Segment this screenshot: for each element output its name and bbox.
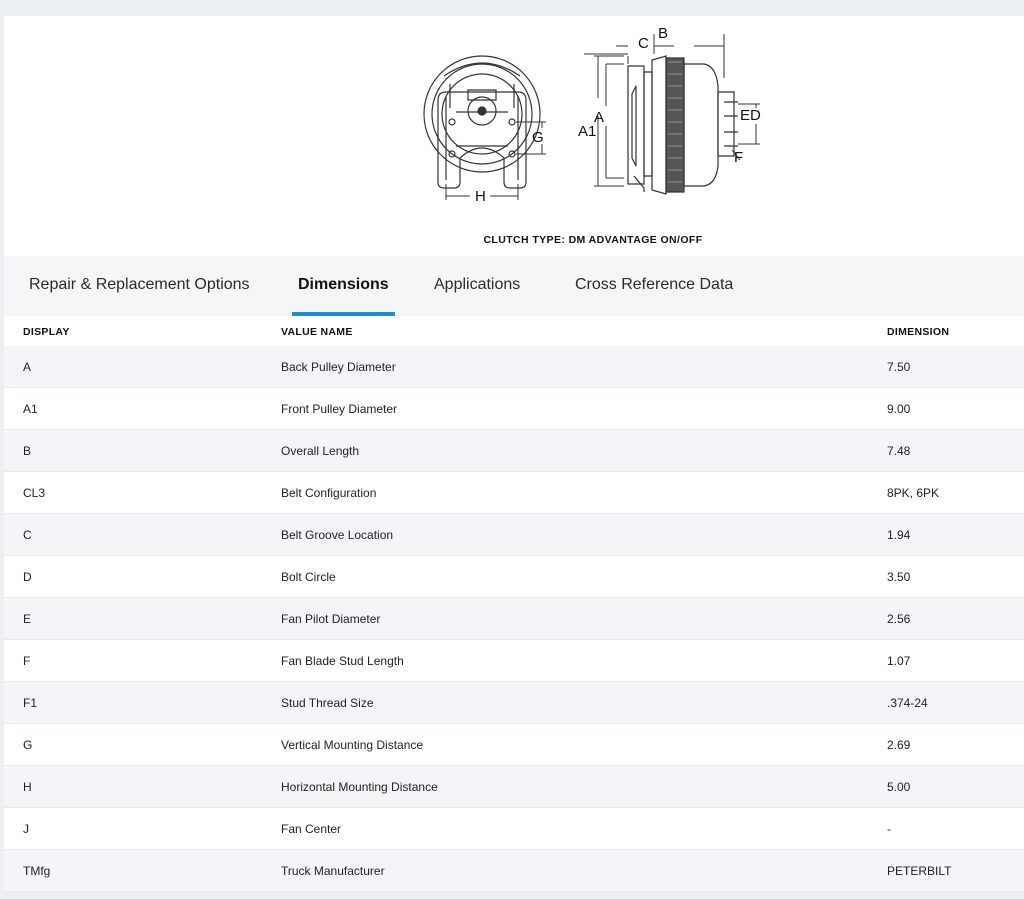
label-g: G [532,129,544,146]
header-value-name: VALUE NAME [281,326,353,338]
label-d: D [750,107,761,124]
label-b: B [658,25,669,42]
table-row [4,766,1024,808]
cell-dimension: 3.50 [887,570,911,584]
table-row [4,682,1024,724]
cell-value-name: Vertical Mounting Distance [281,738,424,752]
side-view-drawing [628,56,738,194]
cell-value-name: Back Pulley Diameter [281,360,396,374]
cell-value-name: Truck Manufacturer [281,864,385,878]
cell-display: H [23,780,32,794]
cell-dimension: PETERBILT [887,864,952,878]
header-display: DISPLAY [23,326,70,338]
table-row [4,598,1024,640]
tab-bar [4,256,1024,316]
cell-dimension: 7.48 [887,444,911,458]
table-row [4,556,1024,598]
dimensions-table-header [4,316,1024,346]
cell-display: CL3 [23,486,46,500]
table-row [4,640,1024,682]
cell-display: J [23,822,29,836]
cell-value-name: Belt Configuration [281,486,377,500]
tab-cross-reference-data[interactable]: Cross Reference Data [575,276,734,293]
tab-dimensions[interactable]: Dimensions [298,256,389,316]
table-row [4,346,1024,388]
table-row [4,724,1024,766]
cell-value-name: Front Pulley Diameter [281,402,398,416]
cell-dimension: 7.50 [887,360,911,374]
product-diagram-card [4,16,1024,256]
label-e: E [740,107,751,124]
cell-display: A [23,360,32,374]
cell-value-name: Belt Groove Location [281,528,394,542]
cell-dimension: 5.00 [887,780,911,794]
tab-repair-replacement-options[interactable]: Repair & Replacement Options [29,276,250,293]
cell-display: B [23,444,32,458]
cell-dimension: .374-24 [887,696,928,710]
cell-display: C [23,528,32,542]
cell-display: A1 [23,402,38,416]
cell-dimension: - [887,822,891,836]
cell-value-name: Stud Thread Size [281,696,374,710]
fan-clutch-diagram [4,16,1024,230]
label-c: C [638,35,649,52]
table-row [4,388,1024,430]
table-row [4,472,1024,514]
cell-display: D [23,570,32,584]
table-row [4,514,1024,556]
label-a: A [594,109,605,126]
cell-value-name: Fan Pilot Diameter [281,612,381,626]
cell-display: F1 [23,696,38,710]
cell-dimension: 1.07 [887,654,911,668]
cell-dimension: 2.56 [887,612,911,626]
cell-display: F [23,654,31,668]
cell-dimension: 8PK, 6PK [887,486,940,500]
tab-applications[interactable]: Applications [434,276,521,293]
cell-dimension: 1.94 [887,528,911,542]
label-f: F [734,149,744,166]
cell-value-name: Overall Length [281,444,360,458]
cell-dimension: 9.00 [887,402,911,416]
cell-value-name: Fan Center [281,822,342,836]
label-a1: A1 [578,123,597,140]
cell-dimension: 2.69 [887,738,911,752]
dimensions-table-body [4,346,1024,892]
clutch-type-caption: CLUTCH TYPE: DM ADVANTAGE ON/OFF [483,234,703,246]
label-h: H [475,188,486,205]
cell-value-name: Horizontal Mounting Distance [281,780,438,794]
header-dimension: DIMENSION [887,326,950,338]
cell-value-name: Bolt Circle [281,570,336,584]
table-row [4,808,1024,850]
cell-value-name: Fan Blade Stud Length [281,654,404,668]
cell-display: E [23,612,32,626]
cell-display: TMfg [23,864,51,878]
table-row [4,850,1024,892]
cell-display: G [23,738,33,752]
table-row [4,430,1024,472]
